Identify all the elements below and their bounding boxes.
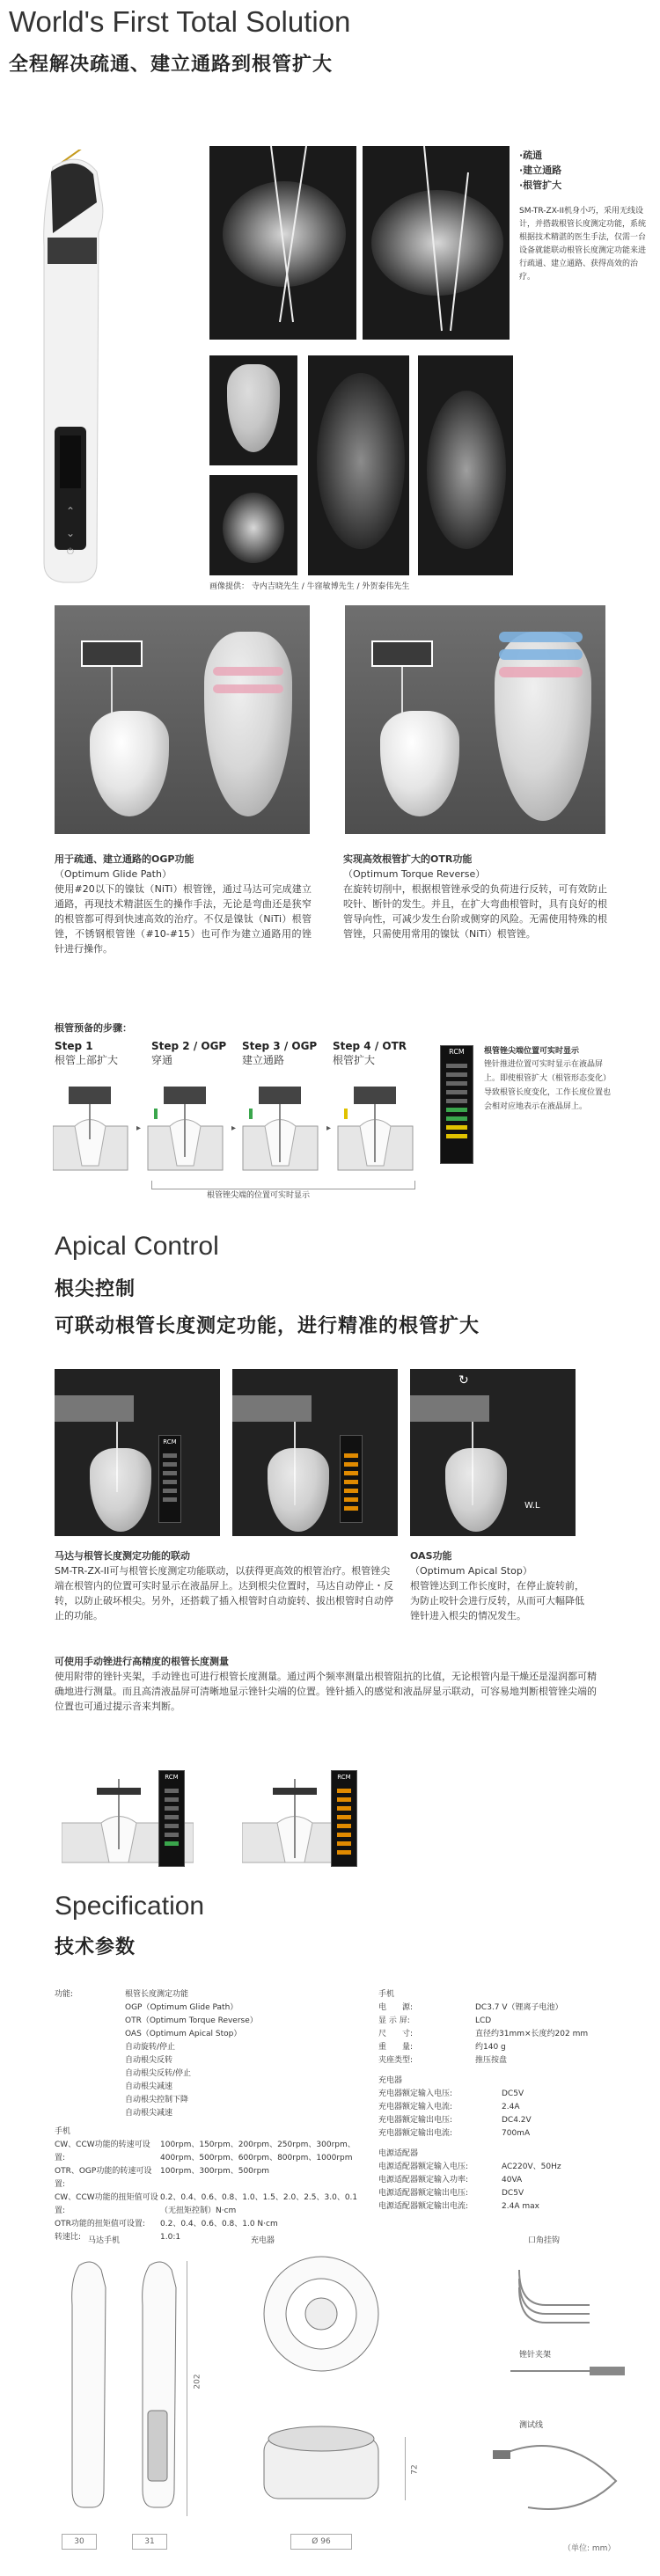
dim-72: 72 (410, 2464, 420, 2475)
step-3 (242, 1040, 330, 1067)
apical-title-cn: 根尖控制 (55, 1278, 136, 1300)
dim-line-72 (405, 2437, 406, 2500)
dim-30: 30 (62, 2534, 97, 2550)
accessories-drawing (493, 2252, 634, 2534)
dim-31: 31 (132, 2534, 167, 2550)
spec-function-10: 自动根尖减速 (125, 2109, 173, 2118)
spec-title-en: Specification (55, 1892, 205, 1921)
apical-subtitle: 可联动根管长度测定功能，进行精准的根管扩大 (55, 1315, 480, 1337)
spec-r-k4: 重 量: (378, 2043, 414, 2052)
ogp-subtitle: （Optimum Glide Path） (55, 868, 172, 880)
intro-text: SM-TR-ZX-II机身小巧，采用无线设计，并搭载根管长度测定功能，系统根据技术精湛的医生手法，仅需一台设备就能联动根管长度测定功能来进行疏通、建立通路、获得高效的治疗。 (519, 207, 647, 282)
spec-c-v2: 2.4A (502, 2103, 520, 2111)
steps-bracket (151, 1181, 415, 1189)
oas-text: 根管锉达到工作长度时，在停止旋转前，为防止咬针会进行反转，从而可大幅降低锉针进入根尖的情况发生。 (410, 1580, 584, 1621)
svg-text:▸: ▸ (326, 1123, 332, 1133)
manual-rcm-2 (331, 1770, 357, 1867)
ogp-image (55, 605, 310, 834)
rcm-display-steps (440, 1045, 473, 1164)
spec-r-k1: 电 源: (378, 2003, 414, 2012)
spec-c-k1: 充电器额定输入电压: (378, 2089, 453, 2098)
apical-image-1 (55, 1369, 220, 1536)
svg-text:⌄: ⌄ (65, 527, 76, 539)
intro-bullet-2: ·建立通路 (519, 165, 562, 176)
spec-r-v3: 直径约31mm×长度约202 mm (475, 2030, 589, 2038)
svg-text:⏻: ⏻ (67, 547, 74, 557)
spec-a-k2: 电源适配器额定输入功率: (378, 2176, 469, 2184)
apical-image-2 (232, 1369, 398, 1536)
svg-text:⌃: ⌃ (65, 505, 76, 517)
spec-function-1: 根管长度测定功能 (125, 1990, 189, 1999)
spec-c-v4: 700mA (502, 2129, 531, 2138)
spec-title-cn: 技术参数 (55, 1936, 136, 1958)
xray-image-1 (209, 146, 356, 340)
oas-title: OAS功能 (410, 1550, 452, 1562)
label-probe: 测试线 (519, 2421, 544, 2430)
steps-illustration (53, 1078, 422, 1175)
ogp-title: 用于疏通、建立通路的OGP功能 (55, 853, 194, 865)
spec-charger-head: 充电器 (378, 2076, 403, 2085)
spec-a-v4: 2.4A max (502, 2202, 539, 2211)
manual-title: 可使用手动锉进行高精度的根管长度测量 (55, 1656, 229, 1667)
steps-caption: 根管锉尖端的位置可实时显示 (207, 1191, 311, 1200)
step-2-sub: 穿通 (151, 1054, 173, 1066)
apical-image-3 (410, 1369, 576, 1536)
label-motor: 马达手机 (88, 2236, 121, 2245)
label-clip: 锉针夹架 (519, 2351, 552, 2360)
manual-block (55, 1654, 600, 1714)
step-4 (333, 1040, 421, 1067)
spec-c-v3: DC4.2V (502, 2116, 532, 2125)
steps-side-title: 根管锉尖端位置可实时显示 (484, 1047, 580, 1056)
image-credit: 画像提供： 寺内吉晓先生 / 牛窪敏博先生 / 外贺泰伟先生 (209, 582, 410, 591)
rotate-icon: ↻ (458, 1373, 469, 1387)
step-3-sub: 建立通路 (242, 1054, 285, 1066)
spec-a-k4: 电源适配器额定输出电流: (378, 2202, 469, 2211)
manual-rcm-label-1: RCM (165, 1774, 179, 1781)
spec-hp-k2: OTR、OGP功能的转速可设置: (55, 2167, 152, 2189)
spec-r-v4: 约140 g (475, 2043, 506, 2052)
svg-text:▸: ▸ (231, 1123, 237, 1133)
spec-function-9: 自动根尖控制下降 (125, 2096, 189, 2104)
spec-hp-v4: 0.2、0.4、0.6、0.8、1.0 N·cm (160, 2220, 278, 2228)
otr-text: 在旋转切削中，根据根管锉承受的负荷进行反转，可有效防止咬针、断针的发生。并且，在扩大弯曲根管时，具有良好的根管导向性，可减少发生台阶或侧穿的风险。无需使用特殊的根管锉，只需使用常用的镍钛（NiTi）根管锉。 (343, 883, 607, 940)
spec-r-k3: 尺 寸: (378, 2030, 414, 2038)
ogp-text: 使用#20以下的镍钛（NiTi）根管锉，通过马达可完成建立通路，再现技术精湛医生的操作手法，无论是弯曲还是狭窄的根管都可得到快速高效的治疗。不仅是镍钛（NiTi）根管锉，不锈钢根管锉（#10-#15）也可作为建立通路用的锉针进行操作。 (55, 883, 312, 955)
spec-function-5: 自动旋转/停止 (125, 2043, 176, 2052)
otr-block (343, 852, 607, 941)
step-2-title: Step 2 / OGP (151, 1040, 227, 1052)
step-3-title: Step 3 / OGP (242, 1040, 318, 1052)
spec-right-head: 手机 (378, 1990, 395, 1999)
spec-function-3: OTR（Optimum Torque Reverse） (125, 2016, 258, 2025)
spec-function-2: OGP（Optimum Glide Path） (125, 2003, 238, 2012)
spec-c-k4: 充电器额定输出电流: (378, 2129, 453, 2138)
step-2 (151, 1040, 239, 1067)
spec-c-k2: 充电器额定输入电流: (378, 2103, 453, 2111)
xray-image-3 (209, 355, 297, 465)
intro-bullet-1: ·疏通 (519, 150, 543, 161)
step-4-sub: 根管扩大 (333, 1054, 376, 1066)
manual-rcm-1 (158, 1770, 185, 1867)
otr-title: 实现高效根管扩大的OTR功能 (343, 853, 473, 865)
otr-image (345, 605, 605, 834)
step-1-title: Step 1 (55, 1040, 93, 1052)
motor-drawing (53, 2252, 220, 2534)
spec-handpiece-label: 手机 (55, 2127, 71, 2136)
svg-text:▸: ▸ (136, 1123, 142, 1133)
manual-text: 使用附带的锉针夹架，手动锉也可进行根管长度测量。通过两个频率测量出根管阻抗的比值，无论根管内是干燥还是湿润都可精确地进行测量。而且高清液晶屏可清晰地显示锉针尖端的位置。锉针插入的感觉和液晶屏显示联动，可容易地判断根管锉尖端的位置也可通过提示音来判断。 (55, 1671, 597, 1712)
steps-heading: 根管预备的步骤： (55, 1022, 132, 1034)
apical-rcm-1: RCM (163, 1438, 177, 1445)
label-holder: 口角挂钩 (528, 2236, 561, 2245)
steps-side-block (484, 1045, 616, 1114)
wl-label: W.L (524, 1501, 540, 1511)
spec-hp-v5: 1.0:1 (160, 2233, 181, 2242)
ogp-block (55, 852, 312, 956)
page-title-cn: 全程解决疏通、建立通路到根管扩大 (9, 54, 334, 76)
spec-hp-k1: CW、CCW功能的转速可设置: (55, 2141, 150, 2163)
xray-image-6 (209, 475, 297, 575)
step-1 (55, 1040, 136, 1067)
spec-c-v1: DC5V (502, 2089, 524, 2098)
spec-hp-v1: 100rpm、150rpm、200rpm、250rpm、300rpm、400rpm、500rpm、600rpm、800rpm、1000rpm (160, 2141, 356, 2163)
spec-hp-v3: 0.2、0.4、0.6、0.8、1.0、1.5、2.0、2.5、3.0、0.1（无扭矩控制）N·cm (160, 2193, 358, 2215)
handpiece-image (18, 150, 123, 589)
spec-a-k3: 电源适配器额定输出电压: (378, 2189, 469, 2198)
oas-subtitle: （Optimum Apical Stop） (410, 1565, 532, 1577)
spec-function-label: 功能: (55, 1990, 74, 1999)
spec-a-k1: 电源适配器额定输入电压: (378, 2163, 469, 2171)
spec-r-v5: 推压按盘 (475, 2056, 508, 2065)
spec-r-v2: LCD (475, 2016, 492, 2025)
spec-r-k5: 夹座类型: (378, 2056, 414, 2065)
spec-left-col (55, 1988, 371, 2244)
spec-hp-k5: 转速比: (55, 2233, 82, 2242)
spec-r-k2: 显 示 屏: (378, 2016, 410, 2025)
spec-function-7: 自动根尖反转/停止 (125, 2069, 192, 2078)
spec-hp-k3: CW、CCW功能的扭矩值可设置: (55, 2193, 158, 2215)
motor-link-title: 马达与根管长度测定功能的联动 (55, 1550, 190, 1562)
rcm-label: RCM (449, 1048, 465, 1056)
charger-drawing (246, 2252, 396, 2534)
oas-block (410, 1548, 586, 1623)
xray-image-2 (363, 146, 510, 340)
manual-rcm-label-2: RCM (337, 1774, 351, 1781)
otr-subtitle: （Optimum Torque Reverse） (343, 868, 486, 880)
spec-right-col (378, 1988, 634, 2214)
intro-bullet-3: ·根管扩大 (519, 179, 562, 191)
step-4-title: Step 4 / OTR (333, 1040, 407, 1052)
spec-function-6: 自动根尖反转 (125, 2056, 173, 2065)
xray-image-5 (418, 355, 513, 575)
page-title-en: World's First Total Solution (9, 5, 351, 38)
apical-title-en: Apical Control (55, 1232, 219, 1261)
spec-hp-v2: 100rpm、300rpm、500rpm (160, 2167, 270, 2176)
intro-block (519, 148, 651, 284)
spec-c-k3: 充电器额定输出电压: (378, 2116, 453, 2125)
spec-r-v1: DC3.7 V（锂离子电池） (475, 2003, 563, 2012)
xray-image-4 (308, 355, 409, 575)
spec-function-4: OAS（Optimum Apical Stop） (125, 2030, 242, 2038)
step-1-sub: 根管上部扩大 (55, 1054, 119, 1066)
dim-96: Ø 96 (290, 2534, 352, 2550)
unit-note: （单位: mm） (563, 2544, 616, 2553)
spec-function-8: 自动根尖减速 (125, 2082, 173, 2091)
motor-link-text: SM-TR-ZX-II可与根管长度测定功能联动，以获得更高效的根管治疗。根管锉尖端在根管内的位置可实时显示在液晶屏上。达到根尖位置时，马达自动停止・反转，以防止破坏根尖。另外，还搭载了插入根管时自动旋转、拔出根管时自动停止的功能。 (55, 1565, 393, 1621)
spec-a-v3: DC5V (502, 2189, 524, 2198)
steps-side-text: 锉针推进位置可实时显示在液晶屏上。即使根管扩大（根管形态变化）导致根管长度变化，工作长度位置也会相对应地表示在液晶屏上。 (484, 1060, 612, 1111)
dim-202: 202 (193, 2374, 202, 2389)
spec-a-v1: AC220V、50Hz (502, 2163, 561, 2171)
spec-hp-k4: OTR功能的扭矩值可设置: (55, 2220, 145, 2228)
spec-a-v2: 40VA (502, 2176, 523, 2184)
motor-link-block (55, 1548, 398, 1623)
spec-adapter-head: 电源适配器 (378, 2149, 419, 2158)
label-charger: 充电器 (251, 2236, 275, 2245)
